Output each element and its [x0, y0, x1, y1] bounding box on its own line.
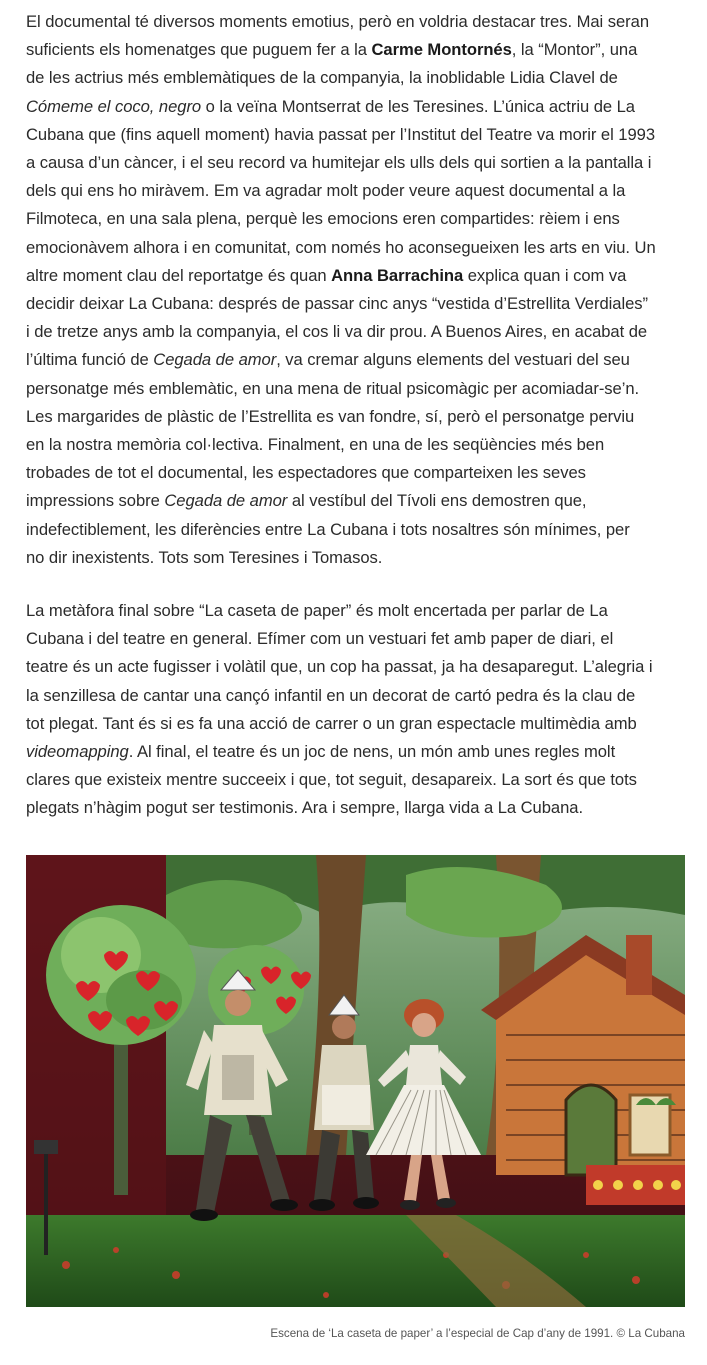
paragraph-text: o la veïna Montserrat de les Teresines. L’única actriu de La Cubana que (fins aquell moment) havia passat per l’Institut del Teatre va morir el 1993 a causa d’un càncer, i el seu record va humitejar els ulls dels qui sortien a la pantalla i dels qui ens ho miràvem. Em va agradar molt poder veure aquest documental a la Filmoteca, en una sala plena, perquè les emocions eren compartides: rèiem i ens emocionàvem alhora i en comunitat, com només ho aconsegueixen les arts en viu. Un altre moment clau del reportatge és quan [26, 96, 656, 285]
paragraph-text: , va cremar alguns elements del vestuari del seu personatge més emblemàtic, en una mena de ritual psicomàgic per acomiadar-se’n. Les margarides de plàstic de l’Estrellita es van fondre, sí, però el personatge perviu en la nostra memòria col·lectiva. Finalment, en una de les seqüències més ben trobades de tot el documental, les espectadores que comparteixen les seves impressions sobre [26, 350, 640, 511]
article-paragraph [26, 8, 688, 572]
paragraph-text: El documental té diversos moments emotius, però en voldria destacar tres. Mai seran suficients els homenatges que puguem fer a la [26, 12, 650, 60]
article-paragraph [26, 597, 688, 823]
stage-photo [26, 855, 685, 1307]
work-title: Cegada de amor [164, 491, 288, 511]
work-title: Cegada de amor [153, 350, 277, 370]
paragraph-text: , la “Montor”, una de les actrius més emblemàtiques de la companyia, la inoblidable Lidia Clavel de [26, 40, 638, 88]
person-name-carme-montornes: Carme Montornés [371, 40, 512, 60]
work-title: Cómeme el coco, negro [26, 96, 202, 116]
paragraph-text: al vestíbul del Tívoli ens demostren que, indefectiblement, les diferències entre La Cubana i tots nosaltres són mínimes, per no dir inexistents. Tots som Teresines i Tomasos. [26, 491, 630, 567]
paragraph-text: . Al final, el teatre és un joc de nens, un món amb unes regles molt clares que existeix mentre succeeix i que, tot seguit, desapareix. La sort és que tots plegats n’hàgim pogut ser testimonis. Ara i sempre, llarga vida a La Cubana. [26, 742, 637, 818]
person-name-anna-barrachina: Anna Barrachina [331, 265, 464, 285]
technique-term: videomapping [26, 742, 129, 762]
article-figure [26, 855, 685, 1307]
paragraph-text: explica quan i com va decidir deixar La Cubana: després de passar cinc anys “vestida d’Estrellita Verdiales” i de tretze anys amb la companyia, el cos li va dir prou. A Buenos Aires, en acabat de l’última funció de [26, 265, 648, 370]
paragraph-text: La metàfora final sobre “La caseta de paper” és molt encertada per parlar de La Cubana i del teatre en general. Efímer com un vestuari fet amb paper de diari, el teatre és un acte fugisser i volàtil que, un cop ha passat, ja ha desaparegut. L’alegria i la senzillesa de cantar una cançó infantil en un decorat de cartó pedra és la clau de tot plegat. Tant és si es fa una acció de carrer o un gran espectacle multimèdia amb [26, 601, 653, 733]
figure-caption: Escena de ‘La caseta de paper’ a l’especial de Cap d’any de 1991. © La Cubana [270, 1327, 685, 1340]
